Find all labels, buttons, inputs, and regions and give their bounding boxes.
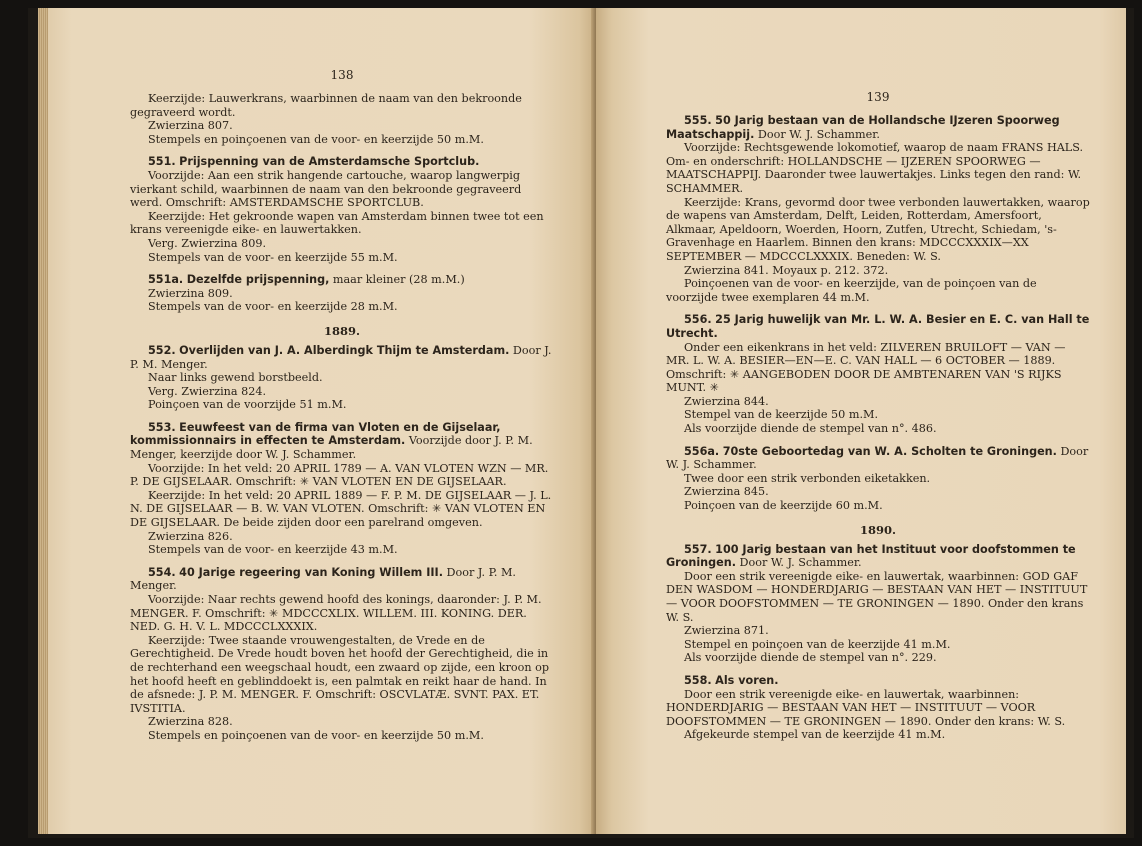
- entry-text: Stempels van de voor- en keerzijde 43 m.M.: [148, 543, 398, 557]
- entry-550-continued: [130, 92, 554, 146]
- entry-title: 25 Jarig huwelijk van Mr. L. W. A. Besier en E. C. van Hall te Utrecht.: [666, 313, 1090, 340]
- entry-text: Keerzijde: Krans, gevormd door twee verbonden lauwertakken, waarop de wapens van Amsterdam, Delft, Leiden, Rotterdam, Amersfoort, Alkmaar, Apeldoorn, Woerden, Hoorn, Zutfen, Utrecht, Schiedam, 's-Gravenhage en Haarlem. Binnen den krans: MDCCCXXXIX—XX SEPTEMBER — MDCCCLXXXIX. Beneden: W. S.: [666, 195, 1090, 263]
- entry-text: Twee door een strik verbonden eiketakken.: [684, 471, 931, 485]
- entry-text: Stempel van de keerzijde 50 m.M.: [684, 408, 879, 422]
- entry-title-rest: maar kleiner (28 m.M.): [332, 273, 465, 287]
- entry-number: 558.: [684, 673, 712, 687]
- entry-title: Als voren.: [715, 673, 779, 687]
- entry-title: 50 Jarig bestaan van de Hollandsche IJzeren Spoorweg Maatschappij.: [666, 114, 1060, 141]
- entry-551a: [130, 273, 554, 314]
- entry-text: Stempels en poinçoenen van de voor- en keerzijde 50 m.M.: [148, 132, 484, 146]
- year-heading: 1890.: [859, 522, 896, 537]
- entry-553: [130, 421, 554, 557]
- entry-555: [666, 114, 1090, 304]
- entry-text: Voorzijde: Rechtsgewende lokomotief, waarop de naam FRANS HALS. Om- en onderschrift: HOLLANDSCHE — IJZEREN SPOORWEG — MAATSCHAPPIJ. Daaronder twee lauwertakjes. Links tegen den rand: W. SCHAMMER.: [666, 141, 1084, 195]
- entry-text: Zwierzina 826.: [148, 529, 233, 543]
- entry-title: Prijspenning van de Amsterdamsche Sportclub.: [179, 155, 480, 169]
- entry-number: 551.: [148, 155, 176, 169]
- entry-text: Zwierzina 807.: [148, 119, 233, 133]
- entry-title: Dezelfde prijspenning,: [186, 273, 330, 287]
- year-heading: 1889.: [323, 323, 360, 338]
- entry-text: Verg. Zwierzina 824.: [148, 384, 267, 398]
- entry-text: Zwierzina 809.: [148, 286, 233, 300]
- entry-text: Poinçoen van de keerzijde 60 m.M.: [684, 499, 883, 513]
- entry-number: 554.: [148, 565, 176, 579]
- entry-551: [130, 155, 554, 264]
- entry-552: [130, 344, 554, 412]
- entry-556: [666, 313, 1090, 435]
- entry-text: Stempels en poinçoenen van de voor- en keerzijde 50 m.M.: [148, 728, 484, 742]
- entry-title: 70ste Geboortedag van W. A. Scholten te Groningen.: [722, 444, 1057, 458]
- entry-title: 100 Jarig bestaan van het Instituut voor doofstommen te Groningen.: [666, 542, 1076, 570]
- entry-text: Onder een eikenkrans in het veld: ZILVEREN BRUILOFT — VAN — MR. L. W. A. BESIER—EN—E. C. VAN HALL — 6 OCTOBER — 1889. Omschrift: ✳ AANGEBODEN DOOR DE AMBTENAREN VAN 'S RIJKS MUNT. ✳: [666, 340, 1066, 395]
- entry-title-rest: Door W. J. Schammer.: [757, 127, 880, 141]
- entry-556a: [666, 445, 1090, 513]
- entry-text: Poinçoen van de voorzijde 51 m.M.: [148, 398, 347, 412]
- entry-number: 555.: [684, 114, 712, 127]
- entry-text: Keerzijde: Twee staande vrouwengestalten, de Vrede en de Gerechtigheid. De Vrede houdt boven het hoofd der Gerechtigheid, die in de rechterhand een weegschaal houdt, een zwaard op zijde, een kroon op het hoofd heeft en geblinddoekt is, een palmtak en reikt haar de hand. In de afsnede: J. P. M. MENGER. F. Omschrift: OSCVLATÆ. SVNT. PAX. ET. IVSTITIA.: [130, 633, 550, 715]
- page-number: 138: [330, 68, 354, 82]
- entry-text: Keerzijde: In het veld: 20 APRIL 1889 — F. P. M. DE GIJSELAAR — J. L. N. DE GIJSELAAR — B. W. VAN VLOTEN. Omschrift: ✳ VAN VLOTEN EN DE GIJSELAAR. De beide zijden door een parelrand omgeven.: [130, 488, 552, 530]
- entry-text: Keerzijde: Lauwerkrans, waarbinnen de naam van den bekroonde gegraveerd wordt.: [130, 92, 522, 119]
- entry-text: Stempels van de voor- en keerzijde 55 m.M.: [148, 250, 398, 264]
- right-page: [596, 8, 1126, 834]
- left-page: [38, 8, 596, 834]
- entry-text: Stempels van de voor- en keerzijde 28 m.M.: [148, 300, 398, 314]
- entry-title-rest: Door W. J. Schammer.: [739, 556, 862, 570]
- entry-number: 557.: [684, 542, 712, 556]
- entry-text: Zwierzina 841. Moyaux p. 212. 372.: [684, 263, 889, 277]
- entry-text: Voorzijde: Naar rechts gewend hoofd des konings, daaronder: J. P. M. MENGER. F. Omschrift: ✳ MDCCCXLIX. WILLEM. III. KONING. DER. NED. G. H. V. L. MDCCCLXXXIX.: [130, 593, 542, 634]
- entry-text: Voorzijde: Aan een strik hangende cartouche, waarop langwerpig vierkant schild, waarbinnen de naam van den bekroonde gegraveerd werd. Omschrift: AMSTERDAMSCHE SPORTCLUB.: [130, 168, 522, 210]
- entry-text: Zwierzina 845.: [684, 485, 769, 499]
- entry-text: Verg. Zwierzina 809.: [148, 236, 267, 250]
- entry-title: 40 Jarige regeering van Koning Willem III.: [179, 565, 443, 579]
- entry-558: [666, 674, 1090, 742]
- entry-text: Zwierzina 828.: [148, 715, 233, 729]
- entry-text: Keerzijde: Het gekroonde wapen van Amsterdam binnen twee tot een krans vereenigde eike- en lauwertakken.: [130, 209, 544, 237]
- entry-text: Naar links gewend borstbeeld.: [148, 371, 323, 385]
- entry-text: Als voorzijde diende de stempel van n°. 486.: [684, 422, 937, 436]
- entry-557: [666, 543, 1090, 665]
- entry-number: 553.: [148, 420, 176, 434]
- book-spread: [28, 8, 1134, 838]
- page-edge: [38, 8, 48, 834]
- entry-title-rest: Door W. J. Schammer.: [666, 444, 1089, 472]
- entry-554: [130, 566, 554, 743]
- entry-text: Stempel en poinçoen van de keerzijde 41 m.M.: [684, 637, 951, 651]
- entry-title-rest: Door J. P. M. Menger.: [130, 343, 552, 371]
- entry-number: 556a.: [684, 444, 720, 458]
- entry-number: 552.: [148, 343, 176, 357]
- entry-title-rest: Door J. P. M. Menger.: [130, 565, 516, 593]
- entry-text: Zwierzina 871.: [684, 624, 769, 638]
- entry-text: Door een strik vereenigde eike- en lauwertak, waarbinnen: HONDERDJARIG — BESTAAN VAN HET — INSTITUUT — VOOR DOOFSTOMMEN — TE GRONINGEN — 1890. Onder den krans: W. S.: [666, 687, 1066, 728]
- entry-text: Als voorzijde diende de stempel van n°. 229.: [684, 651, 937, 665]
- entry-number: 556.: [684, 313, 712, 327]
- entry-text: Door een strik vereenigde eike- en lauwertak, waarbinnen: GOD GAF DEN WASDOM — HONDERDJARIG — BESTAAN VAN HET — INSTITUUT — VOOR DOOFSTOMMEN — TE GRONINGEN — 1890. Onder den krans W. S.: [666, 569, 1088, 624]
- entry-text: Poinçoenen van de voor- en keerzijde, van de poinçoen van de voorzijde twee exemplaren 44 m.M.: [666, 277, 1037, 304]
- entry-text: Voorzijde: In het veld: 20 APRIL 1789 — A. VAN VLOTEN WZN — MR. P. DE GIJSELAAR. Omschrift: ✳ VAN VLOTEN EN DE GIJSELAAR.: [130, 461, 549, 489]
- entry-text: Zwierzina 844.: [684, 394, 769, 408]
- entry-title: Overlijden van J. A. Alberdingk Thijm te Amsterdam.: [179, 343, 510, 357]
- entry-title: Eeuwfeest van de firma van Vloten en de Gijselaar, kommissionnairs in effecten te Amsterdam.: [130, 420, 501, 448]
- entry-title-rest: Voorzijde door J. P. M. Menger, keerzijde door W. J. Schammer.: [130, 434, 533, 462]
- entry-number: 551a.: [148, 273, 184, 287]
- entry-text: Afgekeurde stempel van de keerzijde 41 m.M.: [684, 728, 946, 742]
- page-number: 139: [866, 90, 890, 104]
